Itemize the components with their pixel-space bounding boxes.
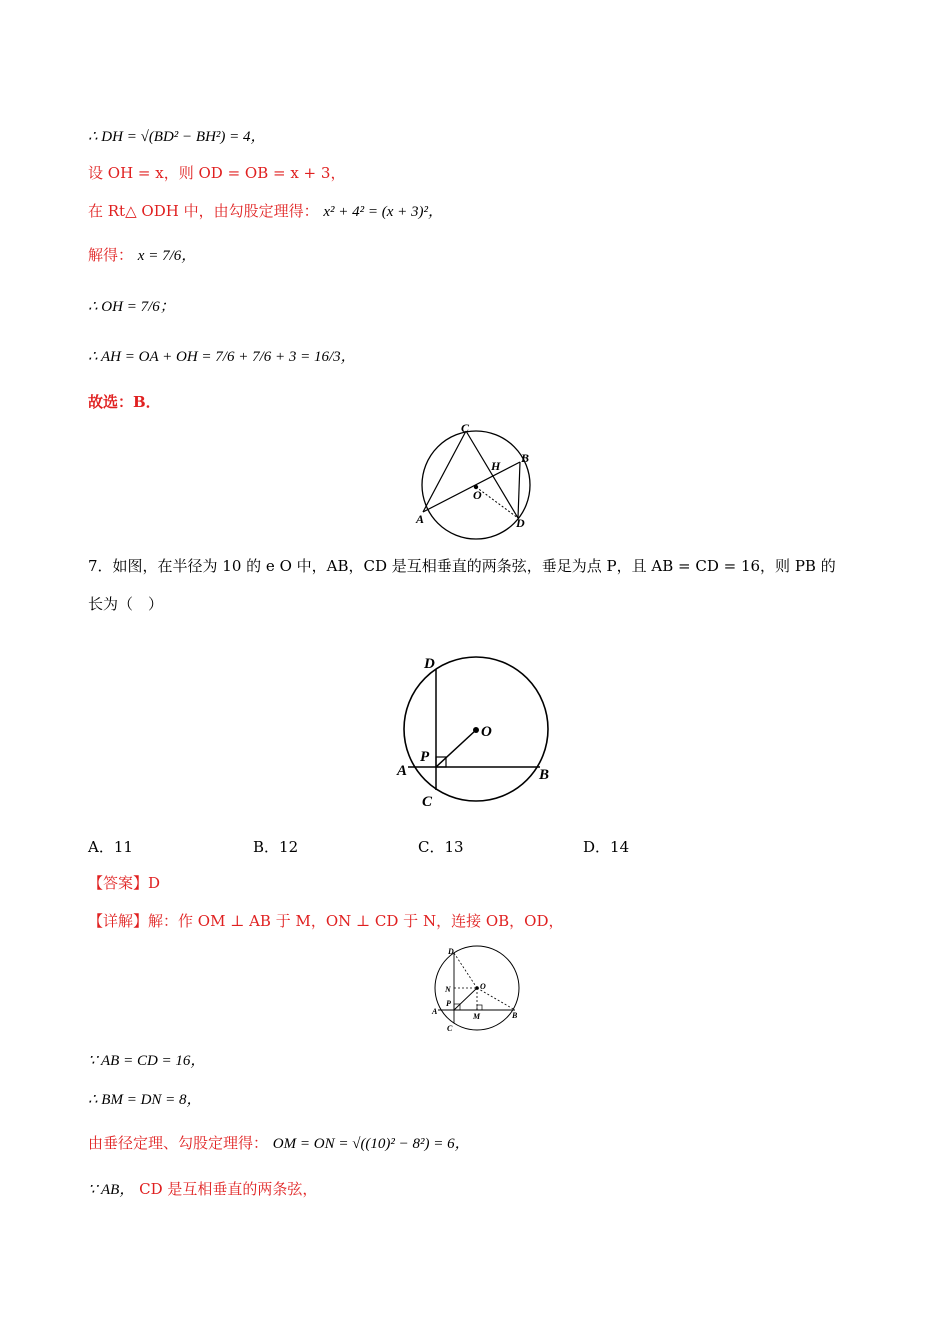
math-step-3: OM = ON = √((10)² − 8²) = 6，	[272, 1136, 470, 1152]
fig1-label-o: O	[473, 488, 482, 502]
fig1-label-h: H	[491, 459, 501, 473]
fig2-label-p: P	[420, 749, 430, 765]
fig3-label-o: O	[480, 982, 486, 991]
option-c[interactable]: C．13	[418, 838, 464, 856]
fig1-label-c: C	[461, 421, 470, 435]
fig2-label-d: D	[424, 656, 435, 672]
text-rt: 在 Rt△ ODH 中，由勾股定理得：	[88, 202, 319, 220]
fig3-right-angle-m	[477, 1005, 482, 1010]
option-a[interactable]: A．11	[88, 838, 133, 856]
fig1-label-d: D	[516, 516, 525, 530]
fig3-label-d: D	[448, 947, 454, 956]
line-set-oh	[88, 163, 345, 183]
detail-label: 【详解】	[88, 912, 149, 930]
question-text-1: 7．如图，在半径为 10 的 e O 中，AB，CD 是互相垂直的两条弦，垂足为点 P，且 AB = CD = 16，则 PB 的	[88, 557, 836, 575]
fig2-label-b: B	[539, 767, 550, 783]
math-step-4a: ∵ AB，	[88, 1182, 135, 1198]
line-ah	[88, 346, 356, 367]
math-solve-eq: x = 7/6，	[137, 248, 197, 264]
math-dh: ∴ DH = √(BD² − BH²) = 4，	[88, 129, 266, 145]
line-choose	[88, 392, 161, 412]
fig1-label-b: B	[521, 451, 530, 465]
line-oh	[88, 296, 175, 317]
math-step-2: ∴ BM = DN = 8，	[88, 1092, 202, 1108]
question-text-2: 长为（ ）	[88, 595, 164, 613]
fig3-label-a: A	[432, 1007, 438, 1016]
figure-circle-om-on	[425, 944, 525, 1034]
fig1-segment-ca	[423, 431, 466, 512]
figure-circle-perpendicular-chords	[390, 650, 570, 815]
fig2-label-c: C	[422, 794, 433, 810]
math-step-1: ∵ AB = CD = 16，	[88, 1053, 206, 1069]
fig3-point-o	[475, 986, 479, 990]
fig3-segment-od	[454, 953, 477, 988]
line-dh	[88, 126, 266, 147]
step-2	[88, 1089, 202, 1110]
fig2-point-o	[473, 727, 479, 733]
fig1-segment-od	[476, 487, 518, 518]
fig1-segment-bd	[518, 462, 520, 518]
line-rt	[88, 201, 443, 222]
figure-circle-chd	[410, 420, 560, 540]
text-set-oh: 设 OH = x，则 OD = OB = x + 3，	[88, 164, 346, 182]
fig2-label-a: A	[397, 763, 408, 779]
step-1	[88, 1050, 205, 1071]
step-3	[88, 1133, 470, 1154]
option-b[interactable]: B．12	[253, 838, 299, 856]
math-rt-eq: x² + 4² = (x + 3)²，	[323, 204, 444, 220]
answer-text: 【答案】D	[88, 874, 161, 892]
fig3-label-b: B	[512, 1011, 518, 1020]
option-d[interactable]: D．14	[583, 838, 630, 856]
fig2-label-o: O	[481, 724, 492, 740]
math-ah: ∴ AH = OA + OH = 7/6 + 7/6 + 3 = 16/3，	[88, 349, 356, 365]
fig3-label-p: P	[446, 999, 451, 1008]
fig3-segment-op	[454, 988, 477, 1010]
fig3-label-n: N	[445, 985, 451, 994]
text-solve: 解得：	[88, 246, 134, 264]
fig1-label-a: A	[416, 512, 425, 526]
fig3-segment-ob	[477, 988, 515, 1010]
fig1-segment-ab	[423, 462, 520, 512]
step-4	[88, 1179, 317, 1200]
answer-line	[88, 873, 160, 893]
math-oh: ∴ OH = 7/6；	[88, 299, 175, 315]
fig3-label-c: C	[447, 1024, 453, 1033]
fig2-segment-op	[436, 730, 476, 767]
question-line-2	[88, 594, 163, 614]
detail-line	[88, 911, 563, 931]
detail-text: 解：作 OM ⊥ AB 于 M，ON ⊥ CD 于 N，连接 OB，OD，	[148, 912, 564, 930]
text-step-3: 由垂径定理、勾股定理得：	[88, 1134, 269, 1152]
fig3-label-m: M	[473, 1012, 481, 1021]
text-choose: 故选：B．	[88, 393, 161, 411]
question-line-1	[88, 556, 836, 576]
text-step-4b: CD 是互相垂直的两条弦，	[139, 1180, 318, 1198]
line-solve	[88, 245, 196, 266]
